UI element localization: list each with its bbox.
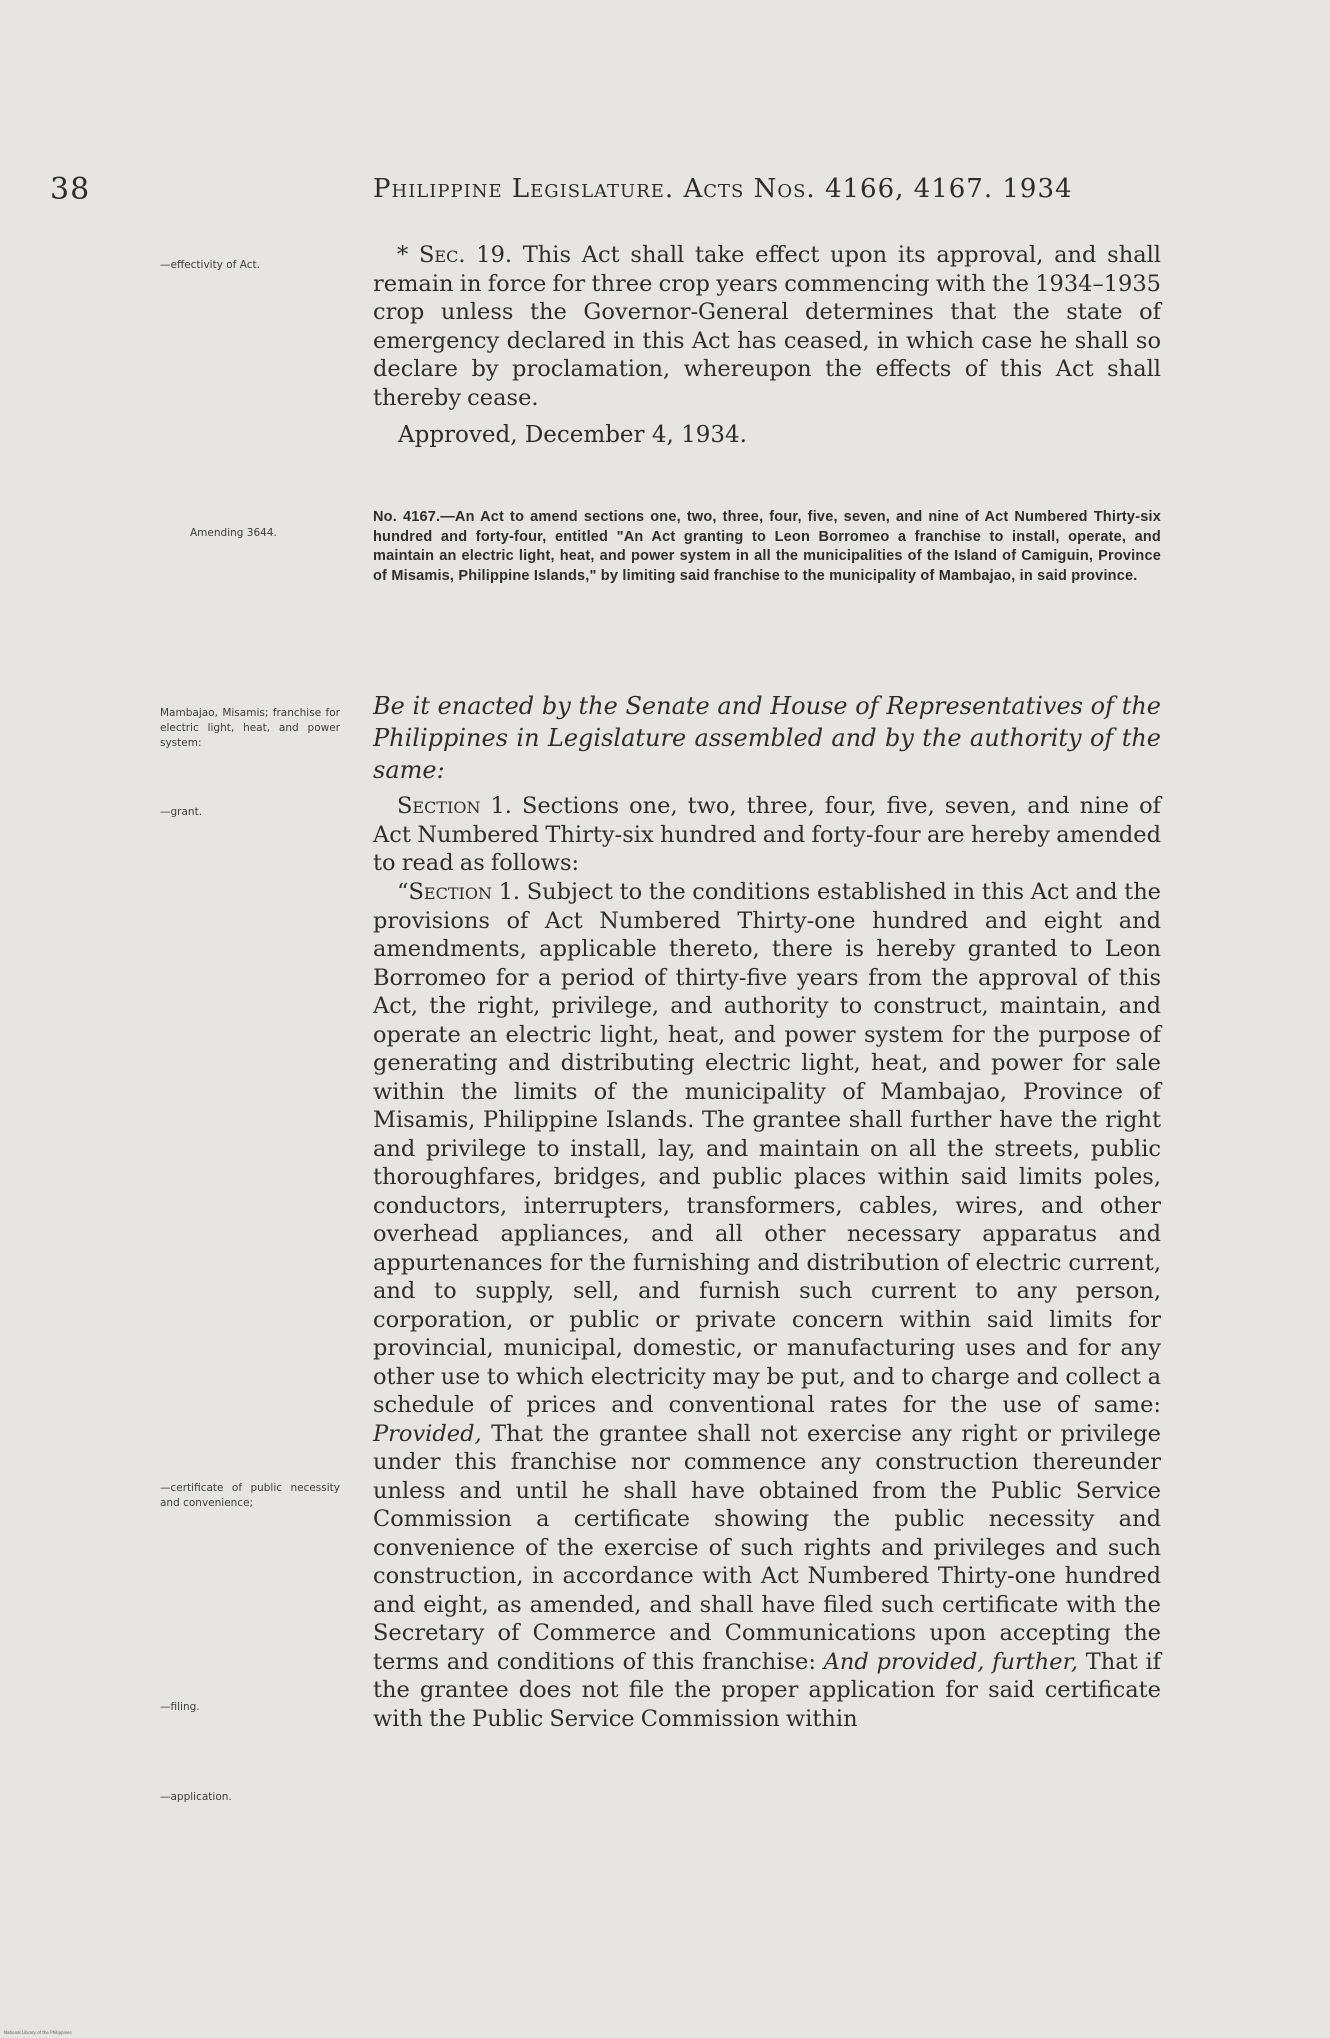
provided-further-phrase: And provided, further, bbox=[823, 1648, 1079, 1675]
section-19-text: 19. This Act shall take effect upon its approval, and shall remain in force for three crop years commencing with the 1934–1935 crop unless the Governor-General determines that the state of emergency declared in this Act has ceased, in which case he shall so declare by proclamation, whereupon the effects of this Act shall thereby cease. bbox=[373, 242, 1161, 411]
margin-note-mambajao: Mambajao, Misamis; franchise for electric light, heat, and power system: bbox=[160, 707, 340, 749]
enacting-clause: Be it enacted by the Senate and House of Representatives of the Philippines in Legislature assembled and by the authority of the same: bbox=[373, 692, 1161, 784]
quoted-text-part1: 1. Subject to the conditions established in this Act and the provisions of Act Numbered Thirty-one hundred and eight and amendments, applicable thereto, there is hereby granted to Leon Borromeo for a period of thirty-five years from the approval of this Act, the right, privilege, and authority to construct, maintain, and operate an electric light, heat, and power system for the purpose of generating and distributing electric light, heat, and power for sale within the limits of the municipality of Mambajao, Province of Misamis, Philippine Islands. The grantee shall further have the right and privilege to install, lay, and maintain on all the streets, public thoroughfares, bridges, and public places within said limits poles, conductors, interrupters, transformers, cables, wires, and other overhead appliances, and all other necessary apparatus and appurtenances for the furnishing and distribution of electric current, and to supply, sell, and furnish such current to any person, corporation, or public or private concern within said limits for provincial, municipal, domestic, or manufacturing uses and for any other use to which electricity may be put, and to charge and collect a schedule of prices and conventional rates for the use of same: bbox=[373, 879, 1162, 1418]
section-19-paragraph bbox=[373, 241, 1161, 412]
running-head: Philippine Legislature. Acts Nos. 4166, 4167. 1934 bbox=[373, 174, 1073, 204]
section-label: Sec. bbox=[419, 242, 466, 268]
quote-mark: “ bbox=[397, 879, 409, 905]
act-title: No. 4167.—An Act to amend sections one, two, three, four, five, seven, and nine of Act Numbered Thirty-six hundred and forty-four, entitled "An Act granting to Leon Borromeo a franchise to install, operate, and maintain an electric light, heat, and power system in all the municipalities of the Island of Camiguin, Province of Misamis, Philippine Islands," by limiting said franchise to the municipality of Mambajao, in said province. bbox=[373, 509, 1161, 584]
quoted-text-part2: That the grantee shall not exercise any right or privilege under this franchise nor commence any construction thereunder unless and until he shall have obtained from the Public Service Commission a certificate showing the public necessity and convenience of the exercise of such rights and privileges and such construction, in accordance with Act Numbered Thirty-one hundred and eight, as amended, and shall have filed such certificate with the Secretary of Commerce and Communications upon accepting the terms and conditions of this franchise: bbox=[373, 1420, 1161, 1675]
approved-date: Approved, December 4, 1934. bbox=[398, 422, 747, 448]
margin-note-application: —application. bbox=[160, 1791, 232, 1803]
quoted-text-part3: That if the grantee does not file the proper application for said certificate with the Public Service Commission within bbox=[373, 1648, 1162, 1732]
margin-note-certificate: —certificate of public necessity and convenience; bbox=[160, 1482, 340, 1509]
provided-phrase: Provided, bbox=[373, 1420, 482, 1447]
quoted-section-paragraph bbox=[373, 878, 1161, 1733]
footer-watermark: National Library of the Philippines bbox=[4, 2030, 72, 2035]
margin-note-amending: Amending 3644. bbox=[190, 527, 277, 539]
margin-note-effectivity: —effectivity of Act. bbox=[160, 259, 260, 271]
section-label: Section bbox=[408, 879, 492, 905]
footnote-marker: * bbox=[397, 242, 409, 268]
section-1-paragraph bbox=[373, 792, 1161, 878]
margin-note-filing: —filing. bbox=[160, 1701, 200, 1713]
section-1-text: 1. Sections one, two, three, four, five, seven, and nine of Act Numbered Thirty-six hundred and forty-four are hereby amended to read as follows: bbox=[373, 793, 1161, 876]
page-number: 38 bbox=[50, 172, 91, 207]
margin-note-grant: —grant. bbox=[160, 806, 203, 818]
section-label: Section bbox=[397, 793, 481, 819]
